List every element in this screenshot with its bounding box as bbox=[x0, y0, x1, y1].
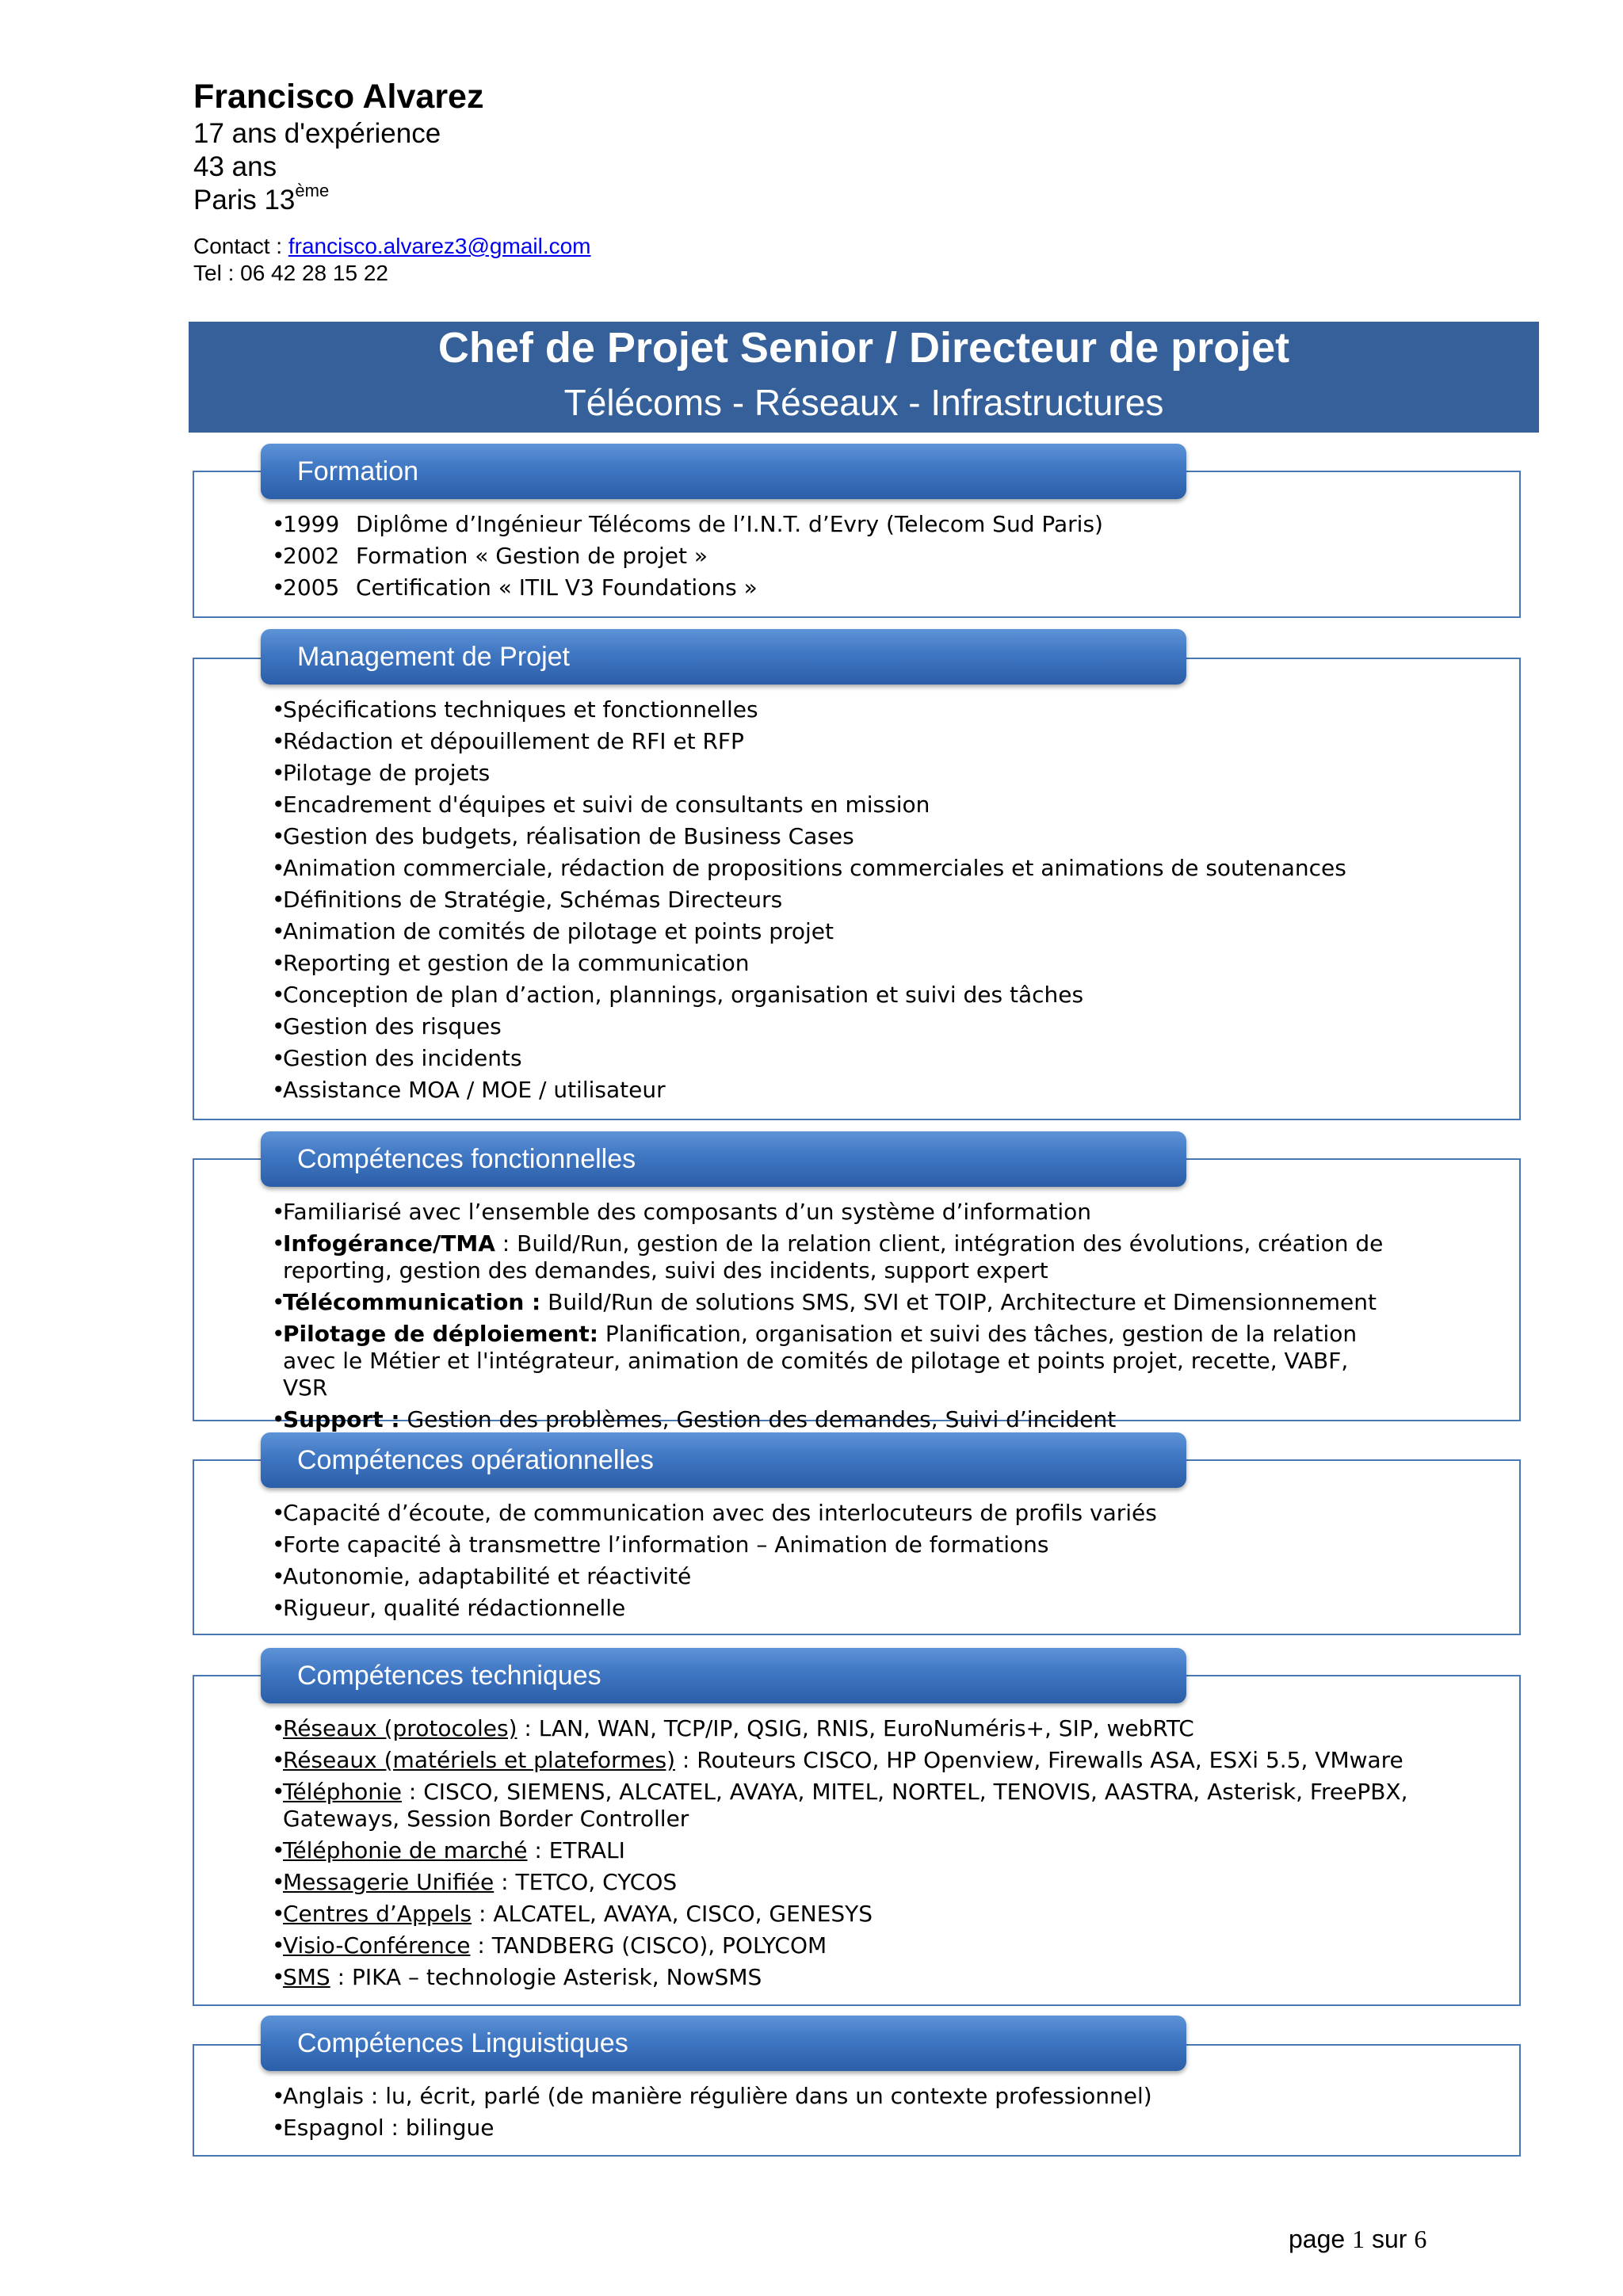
list-item: • Centres d’Appels : ALCATEL, AVAYA, CISCO, GENESYS bbox=[272, 1901, 873, 1927]
list-item: • Spécifications techniques et fonctionnelles bbox=[272, 696, 758, 723]
list-item: • Télécommunication : Build/Run de solutions SMS, SVI et TOIP, Architecture et Dimensionnement bbox=[272, 1289, 1377, 1315]
list-item: • 2002 Formation « Gestion de projet » bbox=[272, 543, 708, 569]
formation-list bbox=[272, 509, 1421, 604]
list-item: • Définitions de Stratégie, Schémas Directeurs bbox=[272, 887, 783, 913]
management-list bbox=[272, 694, 1421, 1106]
list-item: • Messagerie Unifiée : TETCO, CYCOS bbox=[272, 1869, 678, 1895]
linguistiques-header: Compétences Linguistiques bbox=[261, 2016, 1186, 2071]
list-item: • Autonomie, adaptabilité et réactivité bbox=[272, 1563, 692, 1589]
city: Paris 13ème bbox=[193, 181, 330, 215]
list-item: • Assistance MOA / MOE / utilisateur bbox=[272, 1077, 666, 1103]
list-item: • Reporting et gestion de la communication bbox=[272, 950, 750, 976]
list-item: • Réseaux (protocoles) : LAN, WAN, TCP/IP, QSIG, RNIS, EuroNuméris+, SIP, webRTC bbox=[272, 1715, 1194, 1741]
list-item: • 1999 Diplôme d’Ingénieur Télécoms de l’I.N.T. d’Evry (Telecom Sud Paris) bbox=[272, 511, 1103, 537]
list-item: • Gestion des risques bbox=[272, 1013, 502, 1039]
list-item: • Gestion des incidents bbox=[272, 1045, 522, 1071]
management-header: Management de Projet bbox=[261, 629, 1186, 685]
list-item: • Téléphonie de marché : ETRALI bbox=[272, 1837, 625, 1863]
list-item: • Animation commerciale, rédaction de propositions commerciales et animations de soutenances bbox=[272, 855, 1346, 881]
list-item: • Espagnol : bilingue bbox=[272, 2115, 495, 2141]
job-title: Chef de Projet Senior / Directeur de projet bbox=[437, 324, 1290, 372]
cv-header bbox=[193, 76, 591, 287]
techniques-list bbox=[272, 1713, 1413, 1993]
email-link[interactable]: francisco.alvarez3@gmail.com bbox=[288, 234, 591, 258]
age: 43 ans bbox=[193, 151, 277, 182]
list-item: • Familiarisé avec l’ensemble des composants d’un système d’information bbox=[272, 1199, 1091, 1225]
fonctionnelles-header: Compétences fonctionnelles bbox=[261, 1131, 1186, 1187]
list-item: • Forte capacité à transmettre l’information – Animation de formations bbox=[272, 1531, 1049, 1558]
list-item: • Infogérance/TMA : Build/Run, gestion de la relation client, intégration des évolutions, création de reporting, gestion des demandes, suivi des incidents, support expert bbox=[272, 1230, 1384, 1283]
experience-years: 17 ans d'expérience bbox=[193, 118, 441, 149]
list-item: • Capacité d’écoute, de communication avec des interlocuteurs de profils variés bbox=[272, 1500, 1157, 1526]
fonctionnelles-list bbox=[272, 1196, 1397, 1436]
page-number: page 1 sur 6 bbox=[1289, 2225, 1427, 2253]
list-item: • 2005 Certification « ITIL V3 Foundations » bbox=[272, 574, 758, 601]
list-item: • Téléphonie : CISCO, SIEMENS, ALCATEL, AVAYA, MITEL, NORTEL, TENOVIS, AASTRA, Asterisk, FreePBX, Gateways, Session Border Controller bbox=[272, 1779, 1408, 1832]
list-item: • Pilotage de projets bbox=[272, 760, 491, 786]
list-item: • Gestion des budgets, réalisation de Business Cases bbox=[272, 823, 854, 849]
linguistiques-list bbox=[272, 2081, 1421, 2144]
list-item: • Pilotage de déploiement: Planification, organisation et suivi des tâches, gestion de la relation avec le Métier et l'intégrateur, animation de comités de pilotage et points projet, recette, VABF, VSR bbox=[272, 1321, 1358, 1401]
job-subtitle: Télécoms - Réseaux - Infrastructures bbox=[563, 382, 1164, 423]
city-superscript: ème bbox=[295, 181, 330, 200]
techniques-header: Compétences techniques bbox=[261, 1648, 1186, 1703]
contact-line: Contact : francisco.alvarez3@gmail.com bbox=[193, 234, 591, 258]
operationnelles-header: Compétences opérationnelles bbox=[261, 1432, 1186, 1488]
list-item: • Animation de comités de pilotage et points projet bbox=[272, 918, 834, 944]
list-item: • Rigueur, qualité rédactionnelle bbox=[272, 1595, 626, 1621]
list-item: • Conception de plan d’action, plannings, organisation et suivi des tâches bbox=[272, 982, 1084, 1008]
list-item: • Réseaux (matériels et plateformes) : Routeurs CISCO, HP Openview, Firewalls ASA, ESXi 5.5, VMware bbox=[272, 1747, 1403, 1773]
phone-line: Tel : 06 42 28 15 22 bbox=[193, 261, 388, 285]
list-item: • Encadrement d'équipes et suivi de consultants en mission bbox=[272, 791, 930, 818]
list-item: • Anglais : lu, écrit, parlé (de manière régulière dans un contexte professionnel) bbox=[272, 2083, 1152, 2109]
candidate-name: Francisco Alvarez bbox=[193, 78, 484, 116]
list-item: • SMS : PIKA – technologie Asterisk, NowSMS bbox=[272, 1964, 762, 1990]
list-item: • Support : Gestion des problèmes, Gestion des demandes, Suivi d’incident bbox=[272, 1406, 1117, 1432]
operationnelles-list bbox=[272, 1497, 1421, 1624]
formation-header: Formation bbox=[261, 444, 1186, 499]
list-item: • Visio-Conférence : TANDBERG (CISCO), POLYCOM bbox=[272, 1932, 827, 1958]
title-banner bbox=[189, 322, 1539, 433]
list-item: • Rédaction et dépouillement de RFI et RFP bbox=[272, 728, 744, 754]
